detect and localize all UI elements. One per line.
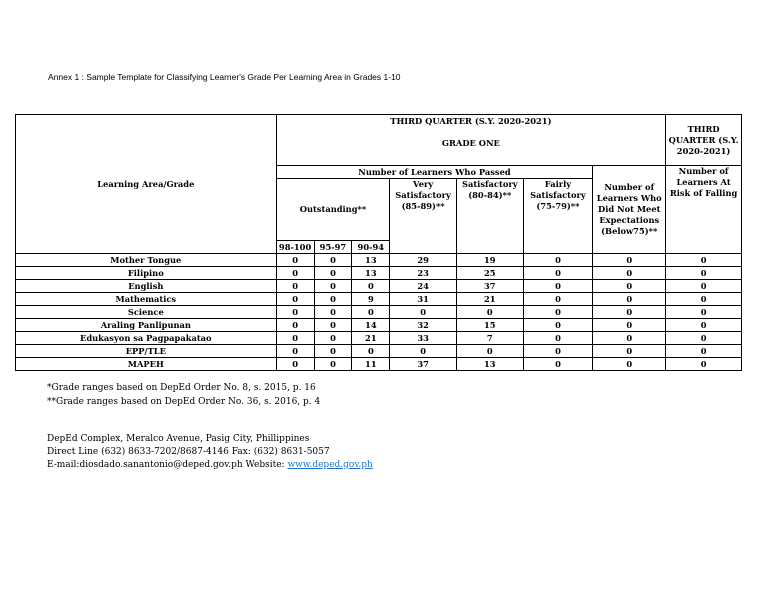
table-cell: 0 [390,345,457,358]
table-cell: 0 [314,293,352,306]
table-cell: 0 [593,306,666,319]
learning-area-label: EPP/TLE [16,345,277,358]
table-cell: 14 [352,319,390,332]
address: DepEd Complex, Meralco Avenue, Pasig City, Phillippines [47,434,310,444]
footnotes [47,381,320,409]
table-cell: 0 [314,254,352,267]
table-cell: 0 [314,358,352,371]
range-95-97: 95-97 [314,241,352,254]
table-row [16,319,742,332]
table-cell: 0 [666,332,742,345]
contact-footer [47,433,373,472]
table-cell: 0 [666,319,742,332]
table-cell: 0 [593,332,666,345]
table-cell: 0 [523,306,593,319]
phone-line: Direct Line (632) 8633-7202/8687-4146 Fax: (632) 8631-5057 [47,447,330,457]
table-cell: 0 [666,254,742,267]
table-cell: 0 [523,319,593,332]
table-row [16,254,742,267]
table-cell: 0 [593,358,666,371]
at-risk-header: Number of Learners At Risk of Falling [666,166,742,254]
outstanding-header: Outstanding** [276,179,390,241]
table-row [16,345,742,358]
website-link[interactable]: www.deped.gov.ph [287,460,373,470]
table-cell: 0 [314,267,352,280]
table-cell: 0 [666,358,742,371]
quarter-grade-header [276,115,666,166]
learning-area-label: Araling Panlipunan [16,319,277,332]
table-cell: 23 [390,267,457,280]
table-cell: 0 [352,280,390,293]
quarter-title: THIRD QUARTER (S.Y. 2020-2021) [390,116,552,126]
table-cell: 0 [666,293,742,306]
passed-header: Number of Learners Who Passed [276,166,593,179]
table-cell: 7 [456,332,523,345]
table-cell: 25 [456,267,523,280]
table-row [16,267,742,280]
table-cell: 0 [276,293,314,306]
table-cell: 0 [276,319,314,332]
right-quarter-header: THIRD QUARTER (S.Y. 2020-2021) [666,115,742,166]
table-cell: 0 [593,319,666,332]
table-cell: 0 [314,345,352,358]
table-cell: 0 [666,306,742,319]
table-cell: 0 [593,345,666,358]
table-cell: 15 [456,319,523,332]
grade-title: GRADE ONE [441,138,500,148]
range-98-100: 98-100 [276,241,314,254]
learning-area-label: Filipino [16,267,277,280]
table-cell: 19 [456,254,523,267]
table-cell: 0 [456,345,523,358]
table-cell: 37 [456,280,523,293]
learning-area-label: Mother Tongue [16,254,277,267]
table-cell: 0 [666,345,742,358]
table-cell: 13 [352,267,390,280]
table-cell: 0 [593,280,666,293]
table-cell: 11 [352,358,390,371]
table-cell: 0 [314,319,352,332]
table-cell: 0 [276,358,314,371]
not-met-header: Number of Learners Who Did Not Meet Expectations (Below75)** [593,166,666,254]
table-cell: 0 [666,280,742,293]
table-cell: 9 [352,293,390,306]
very-satisfactory-header: Very Satisfactory (85-89)** [390,179,457,254]
learning-area-header: Learning Area/Grade [16,115,277,254]
annex-title: Annex 1 : Sample Template for Classifying Learner's Grade Per Learning Area in Grades 1-10 [48,72,401,82]
table-cell: 0 [523,332,593,345]
table-row [16,332,742,345]
learning-area-label: Edukasyon sa Pagpapakatao [16,332,277,345]
range-90-94: 90-94 [352,241,390,254]
table-cell: 31 [390,293,457,306]
table-cell: 0 [456,306,523,319]
table-cell: 0 [276,254,314,267]
table-row [16,358,742,371]
table-cell: 0 [276,332,314,345]
table-cell: 0 [276,345,314,358]
table-cell: 21 [456,293,523,306]
table-cell: 0 [314,280,352,293]
table-cell: 0 [523,358,593,371]
learning-area-label: English [16,280,277,293]
fairly-satisfactory-header: Fairly Satisfactory (75-79)** [523,179,593,254]
table-cell: 0 [523,293,593,306]
table-row [16,293,742,306]
table-cell: 0 [666,267,742,280]
table-cell: 0 [352,306,390,319]
learning-area-label: MAPEH [16,358,277,371]
footnote-2: **Grade ranges based on DepEd Order No. 36, s. 2016, p. 4 [47,397,321,407]
table-cell: 0 [523,280,593,293]
satisfactory-header: Satisfactory (80-84)** [456,179,523,254]
table-cell: 0 [314,332,352,345]
learning-area-label: Science [16,306,277,319]
table-cell: 32 [390,319,457,332]
email-text: E-mail:diosdado.sanantonio@deped.gov.ph Website: [47,460,288,470]
table-cell: 0 [593,267,666,280]
table-cell: 29 [390,254,457,267]
table-cell: 0 [593,254,666,267]
table-cell: 0 [523,345,593,358]
learner-grade-table [15,114,742,371]
table-row [16,280,742,293]
table-cell: 0 [523,267,593,280]
table-cell: 0 [593,293,666,306]
footnote-1: *Grade ranges based on DepEd Order No. 8, s. 2015, p. 16 [47,383,316,393]
email-line [47,459,373,472]
table-cell: 37 [390,358,457,371]
table-cell: 13 [352,254,390,267]
learning-area-label: Mathematics [16,293,277,306]
table-cell: 0 [276,267,314,280]
table-cell: 0 [352,345,390,358]
table-cell: 0 [314,306,352,319]
table-cell: 0 [390,306,457,319]
table-cell: 24 [390,280,457,293]
table-cell: 0 [276,306,314,319]
table-cell: 33 [390,332,457,345]
table-cell: 13 [456,358,523,371]
table-cell: 21 [352,332,390,345]
table-row [16,306,742,319]
table-cell: 0 [523,254,593,267]
table-cell: 0 [276,280,314,293]
